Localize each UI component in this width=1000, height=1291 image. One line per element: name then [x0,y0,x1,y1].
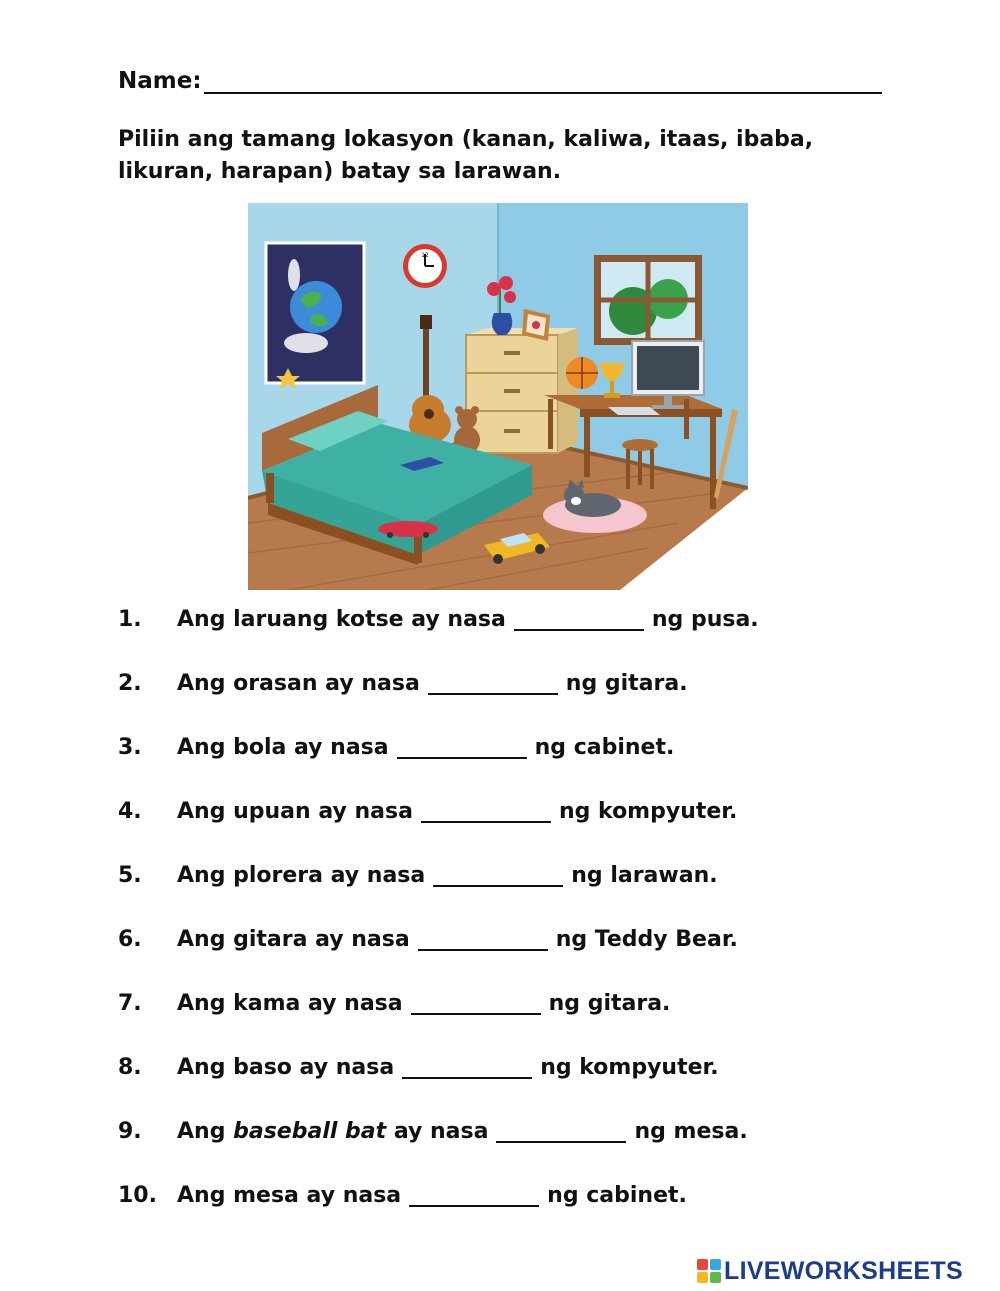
question-item [118,858,718,892]
question-text-after: ng mesa. [634,1118,748,1144]
answer-blank[interactable] [496,1119,626,1143]
bedroom-illustration [248,203,748,590]
name-field[interactable] [204,66,882,94]
question-text-before: Ang gitara ay nasa [177,926,410,952]
question-number: 10. [118,1182,157,1208]
question-number: 2. [118,670,142,696]
question-item [118,986,670,1020]
answer-blank[interactable] [411,991,541,1015]
liveworksheets-logo-icon [697,1259,721,1283]
question-number: 8. [118,1054,142,1080]
instructions: Piliin ang tamang lokasyon (kanan, kaliwa, itaas, ibaba, likuran, harapan) batay sa larawan. [118,127,814,184]
window [594,255,702,345]
question-item [118,602,759,636]
question-text-after: ng pusa. [651,606,759,632]
question-text-after: ng larawan. [571,862,718,888]
answer-blank[interactable] [433,863,563,887]
cabinet [466,328,578,453]
answer-blank[interactable] [402,1055,532,1079]
question-text-before: Ang orasan ay nasa [177,670,420,696]
answer-blank[interactable] [418,927,548,951]
question-item [118,1050,719,1084]
question-text-after: ng kompyuter. [540,1054,719,1080]
question-number: 6. [118,926,142,952]
question-text-before: Ang laruang kotse ay nasa [177,606,506,632]
question-text-after: ng cabinet. [534,734,675,760]
question-item [118,922,738,956]
question-item [118,794,737,828]
question-text-after: ng Teddy Bear. [555,926,738,952]
question-text-before: Ang plorera ay nasa [177,862,426,888]
answer-blank[interactable] [421,799,551,823]
question-item [118,730,674,764]
question-text-before: Ang kama ay nasa [177,990,403,1016]
stool [622,439,658,489]
answer-blank[interactable] [428,671,558,695]
question-text-after: ng gitara. [548,990,671,1016]
question-text-before: Ang upuan ay nasa [177,798,413,824]
question-text-italic: baseball bat [233,1118,387,1144]
answer-blank[interactable] [409,1183,539,1207]
basketball [566,357,598,389]
answer-blank[interactable] [514,607,644,631]
question-text-after: ng kompyuter. [558,798,738,824]
question-number: 1. [118,606,142,632]
question-text-before-2: ay nasa [393,1118,489,1144]
question-text-before: Ang mesa ay nasa [177,1182,402,1208]
question-number: 5. [118,862,142,888]
question-item [118,1114,748,1148]
liveworksheets-wordmark: LIVEWORKSHEETS [724,1256,963,1285]
question-text-after: ng cabinet. [547,1182,687,1208]
liveworksheets-logo [697,1256,963,1286]
space-poster [266,243,364,389]
answer-blank[interactable] [397,735,527,759]
question-text-before: Ang bola ay nasa [177,734,389,760]
name-row [118,58,882,94]
wall-clock [403,244,447,288]
question-item [118,1178,687,1212]
clock-numeral: 12 [421,252,429,259]
question-number: 4. [118,798,142,824]
question-text-before: Ang baso ay nasa [177,1054,395,1080]
question-number: 9. [118,1118,142,1144]
question-text-before: Ang [177,1118,226,1144]
question-number: 3. [118,734,142,760]
question-item [118,666,688,700]
question-number: 7. [118,990,142,1016]
question-text-after: ng gitara. [565,670,688,696]
name-label: Name: [118,68,202,94]
